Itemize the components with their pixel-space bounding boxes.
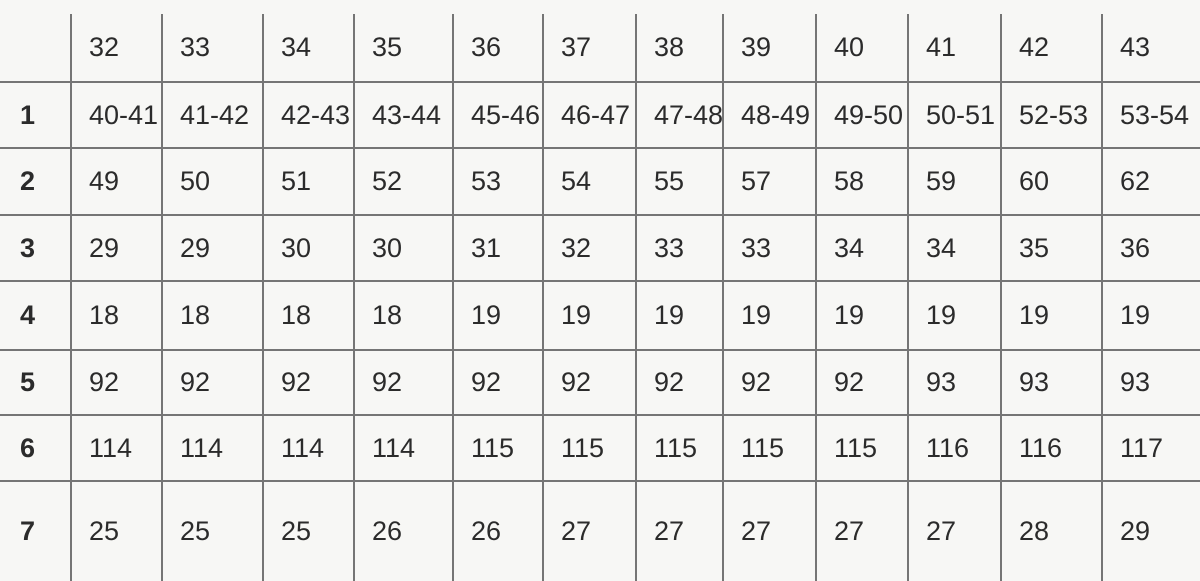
table-cell: 25 [71,481,162,581]
table-cell: 93 [908,350,1001,415]
table-cell: 92 [71,350,162,415]
column-header: 33 [162,14,263,82]
table-cell: 115 [723,415,816,481]
table-cell: 28 [1001,481,1102,581]
table-cell: 30 [263,215,354,281]
row-label: 6 [0,415,71,481]
table-cell: 59 [908,148,1001,215]
table-cell: 33 [636,215,723,281]
table-cell: 114 [263,415,354,481]
table-cell: 26 [354,481,453,581]
table-cell: 92 [723,350,816,415]
table-row [0,481,1200,581]
table-cell: 50-51 [908,82,1001,148]
table-cell: 42-43 [263,82,354,148]
column-header: 40 [816,14,908,82]
table-cell: 52-53 [1001,82,1102,148]
table-cell: 19 [723,281,816,350]
table-cell: 30 [354,215,453,281]
table-cell: 18 [162,281,263,350]
table-cell: 55 [636,148,723,215]
row-label: 7 [0,481,71,581]
table-cell: 54 [543,148,636,215]
table-cell: 93 [1102,350,1200,415]
table-cell: 35 [1001,215,1102,281]
table-row [0,82,1200,148]
table-cell: 29 [162,215,263,281]
column-header: 32 [71,14,162,82]
table-cell: 19 [1102,281,1200,350]
table-cell: 29 [1102,481,1200,581]
table-cell: 57 [723,148,816,215]
table-cell: 27 [543,481,636,581]
table-cell: 53-54 [1102,82,1200,148]
table-cell: 92 [263,350,354,415]
table-cell: 45-46 [453,82,543,148]
table-cell: 114 [71,415,162,481]
table-container [0,14,1200,581]
row-label: 4 [0,281,71,350]
column-header: 36 [453,14,543,82]
table-cell: 116 [1001,415,1102,481]
table-cell: 32 [543,215,636,281]
column-header: 39 [723,14,816,82]
column-header: 37 [543,14,636,82]
table-cell: 19 [816,281,908,350]
table-cell: 115 [816,415,908,481]
column-header: 34 [263,14,354,82]
table-cell: 116 [908,415,1001,481]
table-row [0,415,1200,481]
table-cell: 47-48 [636,82,723,148]
table-cell: 117 [1102,415,1200,481]
table-row [0,350,1200,415]
table-cell: 49 [71,148,162,215]
table-cell: 92 [354,350,453,415]
table-cell: 19 [636,281,723,350]
table-cell: 114 [354,415,453,481]
table-cell: 34 [816,215,908,281]
table-cell: 93 [1001,350,1102,415]
table-cell: 26 [453,481,543,581]
table-cell: 49-50 [816,82,908,148]
table-cell: 92 [636,350,723,415]
column-header: 42 [1001,14,1102,82]
table-cell: 92 [162,350,263,415]
table-cell: 114 [162,415,263,481]
table-cell: 18 [263,281,354,350]
table-cell: 18 [354,281,453,350]
table-cell: 27 [816,481,908,581]
table-row [0,148,1200,215]
table-cell: 31 [453,215,543,281]
table-row [0,281,1200,350]
table-cell: 51 [263,148,354,215]
table-cell: 19 [908,281,1001,350]
table-cell: 92 [816,350,908,415]
table-cell: 58 [816,148,908,215]
table-cell: 18 [71,281,162,350]
table-cell: 19 [543,281,636,350]
table-cell: 92 [543,350,636,415]
table-cell: 40-41 [71,82,162,148]
table-cell: 52 [354,148,453,215]
column-header: 41 [908,14,1001,82]
table-cell: 53 [453,148,543,215]
table-cell: 62 [1102,148,1200,215]
table-cell: 33 [723,215,816,281]
row-label: 3 [0,215,71,281]
column-header: 38 [636,14,723,82]
row-label: 5 [0,350,71,415]
table-cell: 41-42 [162,82,263,148]
table-cell: 115 [636,415,723,481]
table-cell: 43-44 [354,82,453,148]
table-cell: 25 [162,481,263,581]
table-cell: 46-47 [543,82,636,148]
table-row [0,215,1200,281]
table-cell: 19 [453,281,543,350]
corner-cell [0,14,71,82]
table-cell: 36 [1102,215,1200,281]
table-cell: 92 [453,350,543,415]
table-cell: 27 [723,481,816,581]
table-cell: 27 [636,481,723,581]
header-row [0,14,1200,82]
data-table [0,14,1200,581]
table-cell: 34 [908,215,1001,281]
table-cell: 50 [162,148,263,215]
row-label: 1 [0,82,71,148]
row-label: 2 [0,148,71,215]
table-cell: 115 [453,415,543,481]
table-cell: 115 [543,415,636,481]
column-header: 43 [1102,14,1200,82]
table-cell: 25 [263,481,354,581]
table-cell: 60 [1001,148,1102,215]
table-cell: 27 [908,481,1001,581]
column-header: 35 [354,14,453,82]
table-cell: 19 [1001,281,1102,350]
table-cell: 29 [71,215,162,281]
table-cell: 48-49 [723,82,816,148]
